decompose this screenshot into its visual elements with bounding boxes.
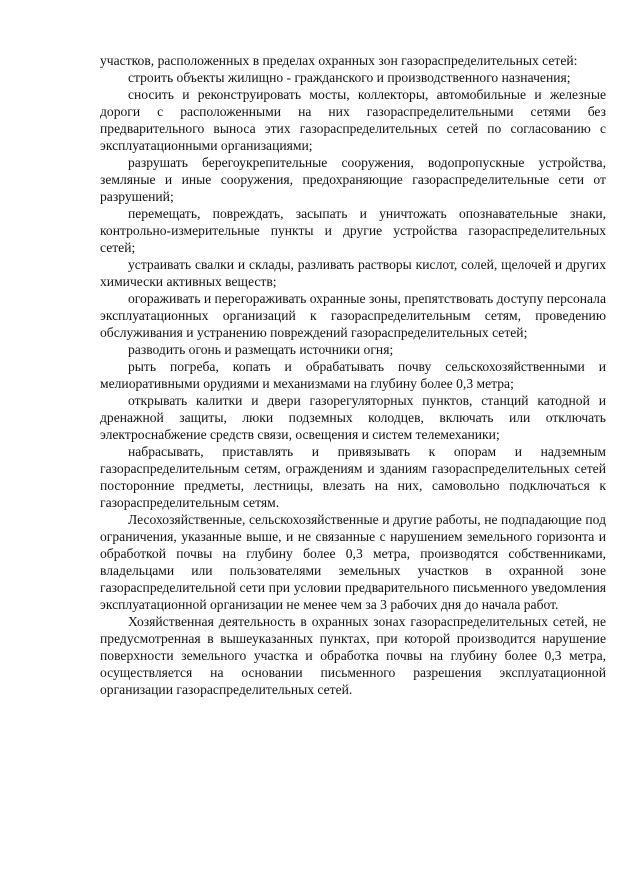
paragraph-restriction-construction: строить объекты жилищно - гражданского и производственного назначения; <box>128 70 571 85</box>
paragraph-restriction-fencing: огораживать и перегораживать охранные зоны, препятствовать доступу персонала эксплуатационных организаций к газораспределительным сетям, проведению обслуживания и устранению повреждений газораспределительных сетей; <box>100 291 606 340</box>
paragraph-continuation: участков, расположенных в пределах охранных зон газораспределительных сетей: <box>100 53 578 68</box>
paragraph-restriction-dumps: устраивать свалки и склады, разливать растворы кислот, солей, щелочей и других химически активных веществ; <box>100 257 606 289</box>
paragraph-restriction-attaching: набрасывать, приставлять и привязывать к опорам и надземным газораспределительным сетям, ограждениям и зданиям газораспределительных сетей посторонние предметы, лестницы, влезать на них, самовольно подключаться к газораспределительным сетям. <box>100 444 606 510</box>
paragraph-restriction-signs: перемещать, повреждать, засыпать и уничтожать опознавательные знаки, контрольно-измерительные пункты и другие устройства газораспределительных сетей; <box>100 206 606 255</box>
paragraph-forestry-works: Лесохозяйственные, сельскохозяйственные и другие работы, не подпадающие под ограничения, указанные выше, и не связанные с нарушением земельного горизонта и обработкой почвы на глубину более 0,3 метра, производятся собственниками, владельцами или пользователями земельных участков в охранной зоне газораспределительной сети при условии предварительного письменного уведомления эксплуатационной организации не менее чем за 3 рабочих дня до начала работ. <box>100 512 606 612</box>
document-page <box>100 52 606 698</box>
paragraph-restriction-doors: открывать калитки и двери газорегуляторных пунктов, станций катодной и дренажной защиты, люки подземных колодцев, включать или отключать электроснабжение средств связи, освещения и систем телемеханики; <box>100 393 606 442</box>
paragraph-restriction-embankments: разрушать берегоукрепительные сооружения, водопропускные устройства, земляные и иные сооружения, предохраняющие газораспределительные сети от разрушений; <box>100 155 606 204</box>
paragraph-restriction-fire: разводить огонь и размещать источники огня; <box>128 342 394 357</box>
paragraph-economic-activity: Хозяйственная деятельность в охранных зонах газораспределительных сетей, не предусмотренная в вышеуказанных пунктах, при которой производится нарушение поверхности земельного участка и обработка почвы на глубину более 0,3 метра, осуществляется на основании письменного разрешения эксплуатационной организации газораспределительных сетей. <box>100 614 606 697</box>
paragraph-restriction-demolition: сносить и реконструировать мосты, коллекторы, автомобильные и железные дороги с расположенными на них газораспределительными сетями без предварительного выноса этих газораспределительных сетей по согласованию с эксплуатационными организациями; <box>100 87 606 153</box>
paragraph-restriction-digging: рыть погреба, копать и обрабатывать почву сельскохозяйственными и мелиоративными орудиями и механизмами на глубину более 0,3 метра; <box>100 359 606 391</box>
